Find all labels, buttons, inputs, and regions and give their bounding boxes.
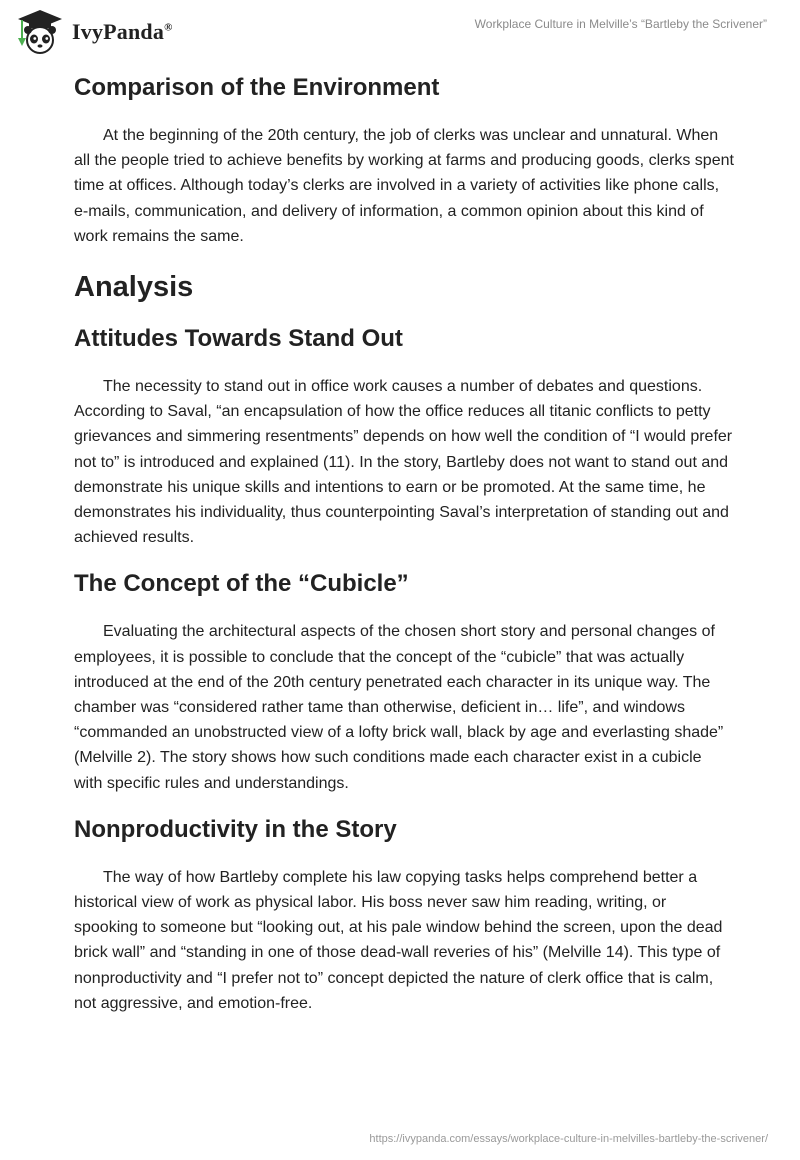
document-title: Workplace Culture in Melville’s “Bartleby the Scrivener” xyxy=(474,17,767,31)
ivypanda-logo[interactable] xyxy=(14,8,173,56)
section-heading: Comparison of the Environment xyxy=(74,74,440,101)
source-url[interactable]: https://ivypanda.com/essays/workplace-culture-in-melvilles-bartleby-the-scrivener/ xyxy=(369,1133,768,1145)
section-paragraph: The way of how Bartleby complete his law copying tasks helps comprehend better a historical view of work as physical labor. His boss never saw him reading, writing, or spooking to someone but “looking out, at his pale window behind the screen, upon the dead brick wall” and “standing in one of those dead-wall reveries of his” (Melville 14). This type of nonproductivity and “I prefer not to” concept depicted the nature of clerk office that is calm, not aggressive, and emotion-free. xyxy=(74,868,723,1012)
brand-name: IvyPanda® xyxy=(72,19,173,44)
section-heading: The Concept of the “Cubicle” xyxy=(74,570,409,598)
page-header xyxy=(0,0,800,60)
essay-content xyxy=(74,72,734,1016)
section-heading: Nonproductivity in the Story xyxy=(74,815,397,843)
registered-mark: ® xyxy=(164,21,173,34)
section-paragraph: The necessity to stand out in office work causes a number of debates and questions. According to Saval, “an encapsulation of how the office reduces all titanic conflicts to petty grievances and simmering resentments” depends on how well the condition of “I would prefer not to” is introduced and explained (11). In the story, Bartleby does not want to stand out and demonstrate his unique skills and intentions to earn or be promoted. At the same time, he demonstrates his individuality, thus counterpointing Saval’s interpretation of standing out and achieved results. xyxy=(74,378,733,547)
section-paragraph: Evaluating the architectural aspects of the chosen short story and personal changes of employees, it is possible to conclude that the concept of the “cubicle” that was actually introduced at the end of the 20th century penetrated each character in its unique way. The chamber was “considered rather tame than otherwise, deficient in… life”, and windows “commanded an unobstructed view of a lofty brick wall, black by age and everlasting shade” (Melville 2). The story shows how such conditions made each character exist in a cubicle with specific rules and understandings. xyxy=(74,623,724,792)
section-paragraph: At the beginning of the 20th century, the job of clerks was unclear and unnatural. When all the people tried to achieve benefits by working at farms and producing goods, clerks spent time at offices. Although today’s clerks are involved in a variety of activities like phone calls, e-mails, communication, and delivery of information, a common opinion about this kind of work remains the same. xyxy=(74,127,734,245)
panda-graduate-icon xyxy=(14,8,66,56)
section-heading: Attitudes Towards Stand Out xyxy=(74,325,403,353)
section-heading: Analysis xyxy=(74,271,194,304)
